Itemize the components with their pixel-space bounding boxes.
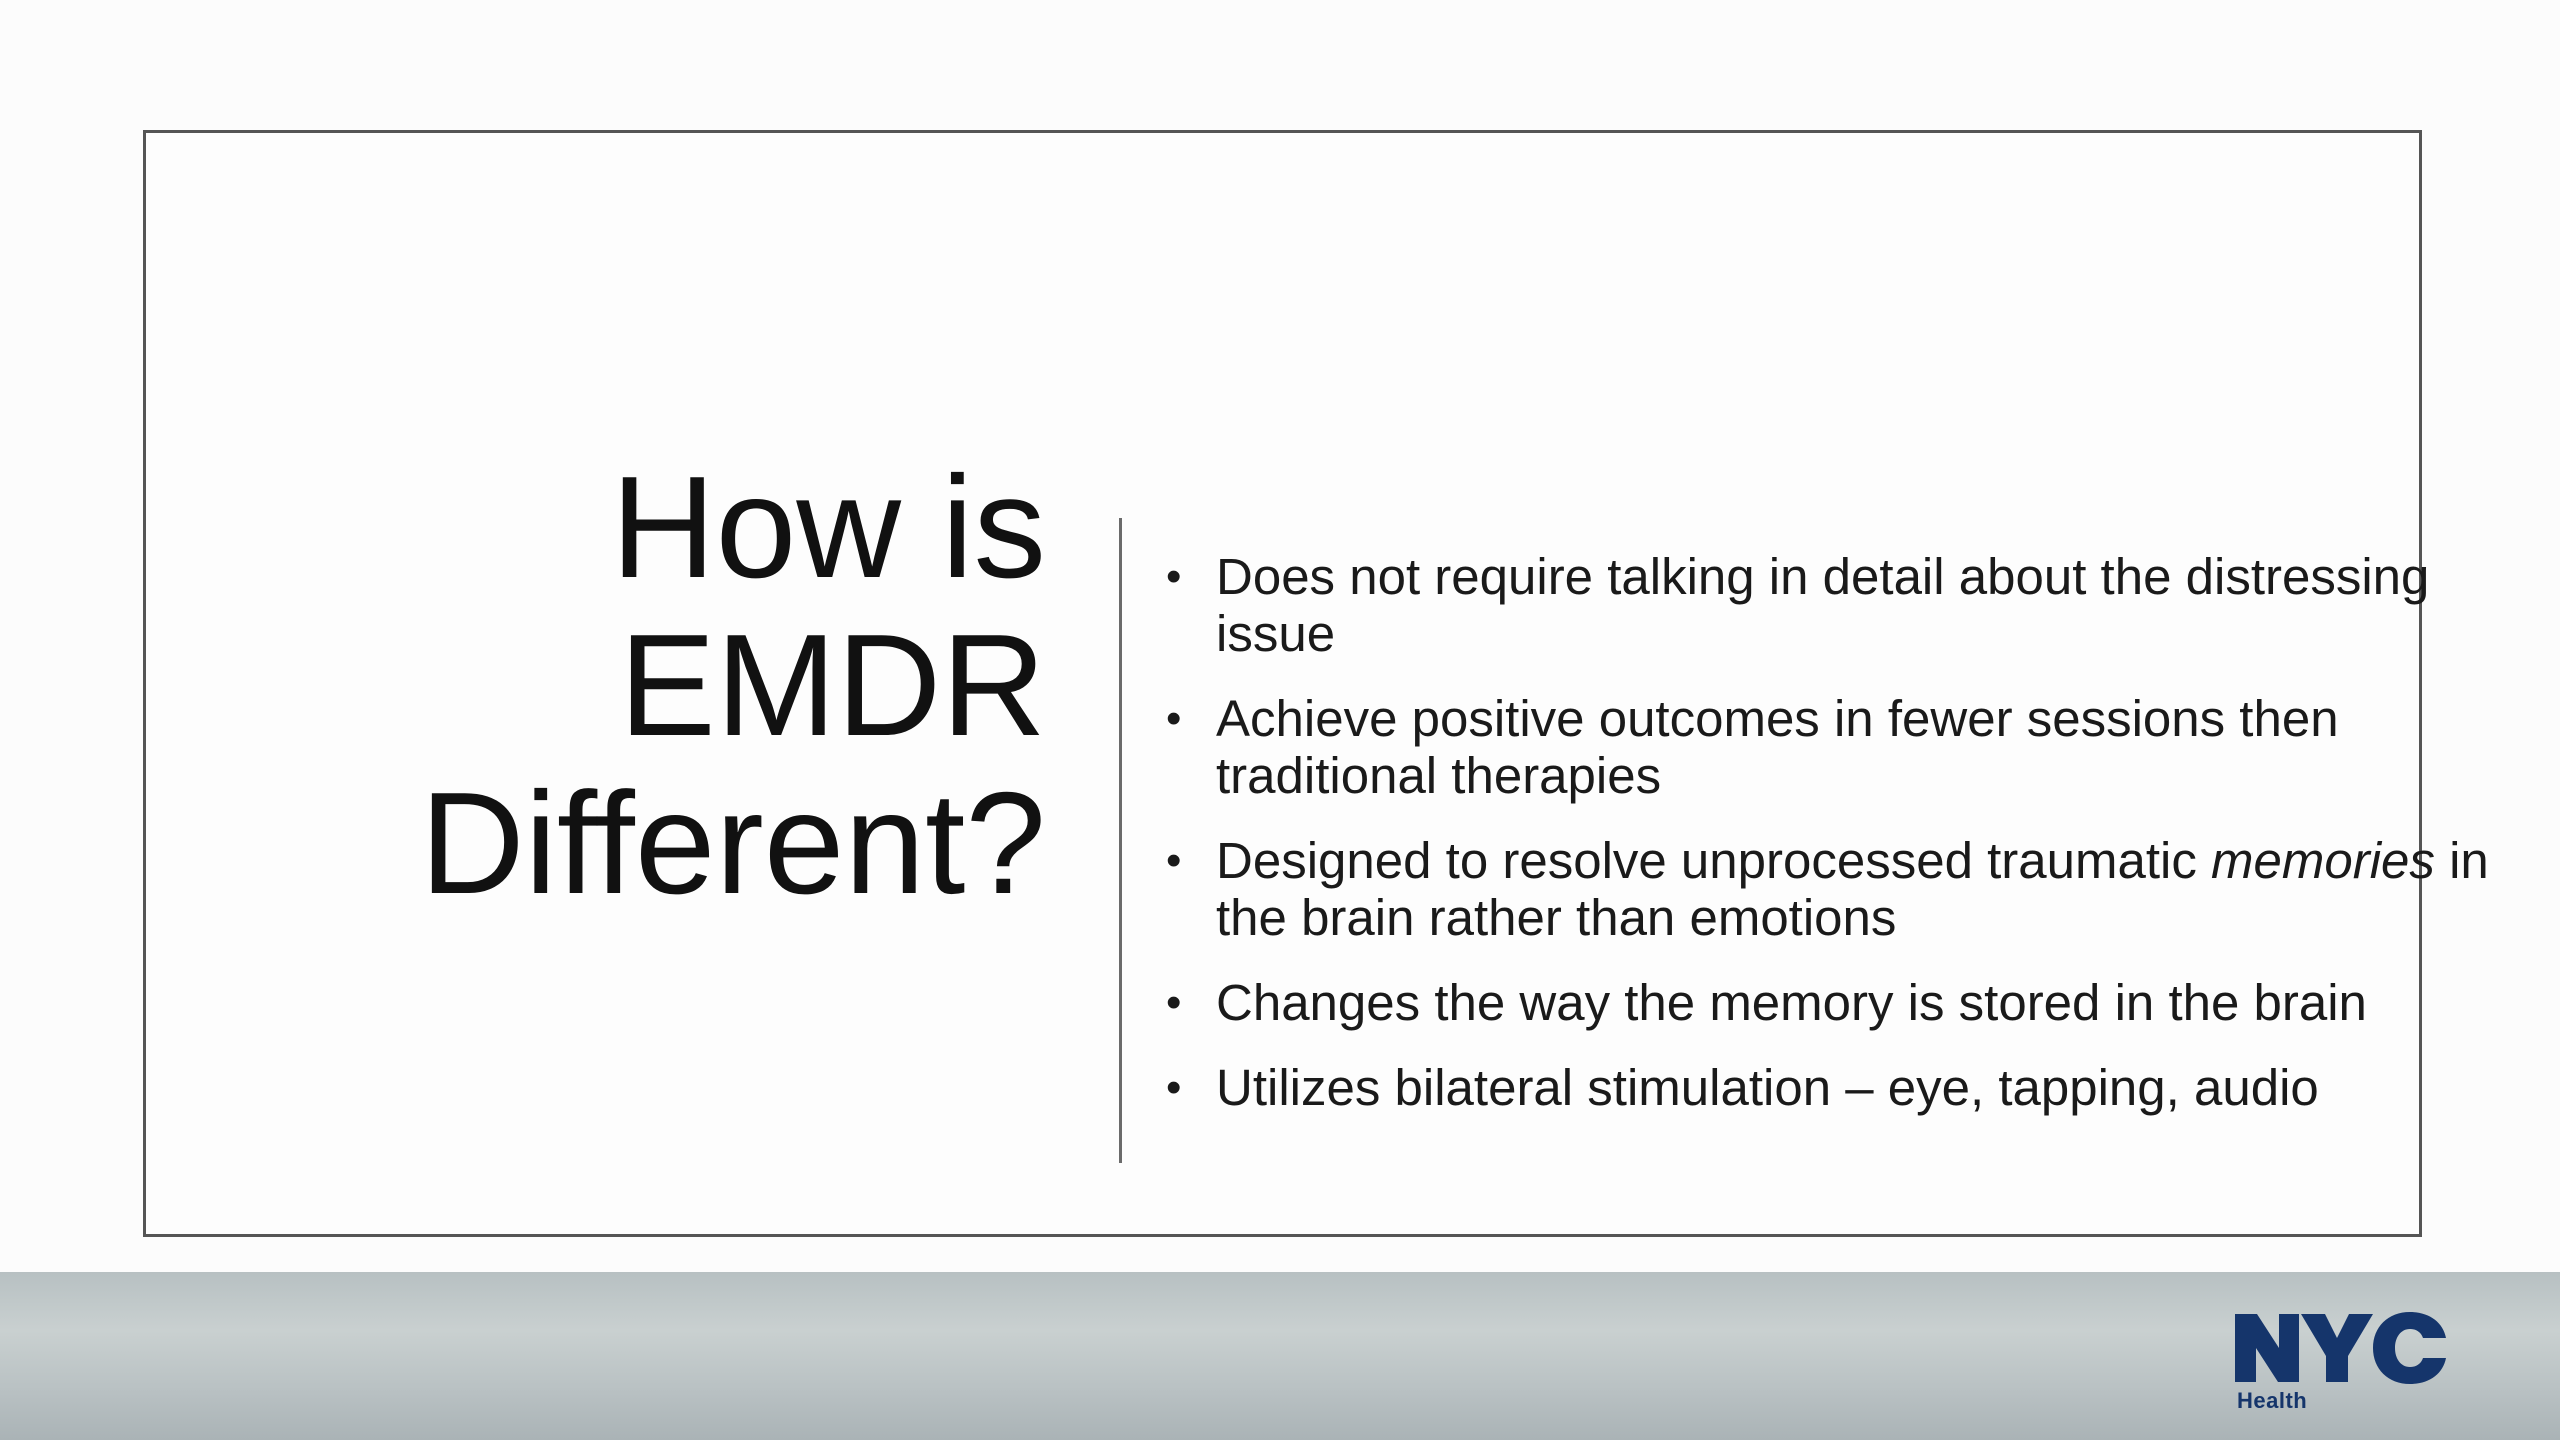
bullet-text: Does not require talking in detail about the distressing issue (1216, 548, 2430, 662)
title-line-2: EMDR (619, 604, 1046, 766)
slide-title (266, 448, 1046, 922)
bullet-item (1166, 690, 2546, 804)
vertical-divider (1119, 518, 1122, 1163)
bullet-text: Designed to resolve unprocessed traumatic (1216, 832, 2212, 889)
bullet-item (1166, 974, 2546, 1031)
bullet-text: Changes the way the memory is stored in the brain (1216, 974, 2367, 1031)
bullet-item (1166, 548, 2546, 662)
bullet-text: Utilizes bilateral stimulation – eye, tapping, audio (1216, 1059, 2319, 1116)
bullet-item (1166, 1059, 2546, 1116)
bullet-list (1166, 548, 2546, 1144)
content-box (143, 130, 2489, 1237)
nyc-logo-icon (2233, 1310, 2448, 1385)
nyc-health-logo (2233, 1310, 2448, 1420)
footer-band (0, 1272, 2560, 1440)
logo-subtext: Health (2237, 1388, 2308, 1413)
title-line-3: Different? (419, 762, 1046, 924)
title-line-1: How is (610, 446, 1046, 608)
bullet-emphasis: memories (2211, 832, 2435, 889)
bullet-item (1166, 832, 2546, 946)
bullet-text-continued: in the brain rather than emotions (1216, 832, 2489, 946)
bullet-text: Achieve positive outcomes in fewer sessions then traditional therapies (1216, 690, 2339, 804)
